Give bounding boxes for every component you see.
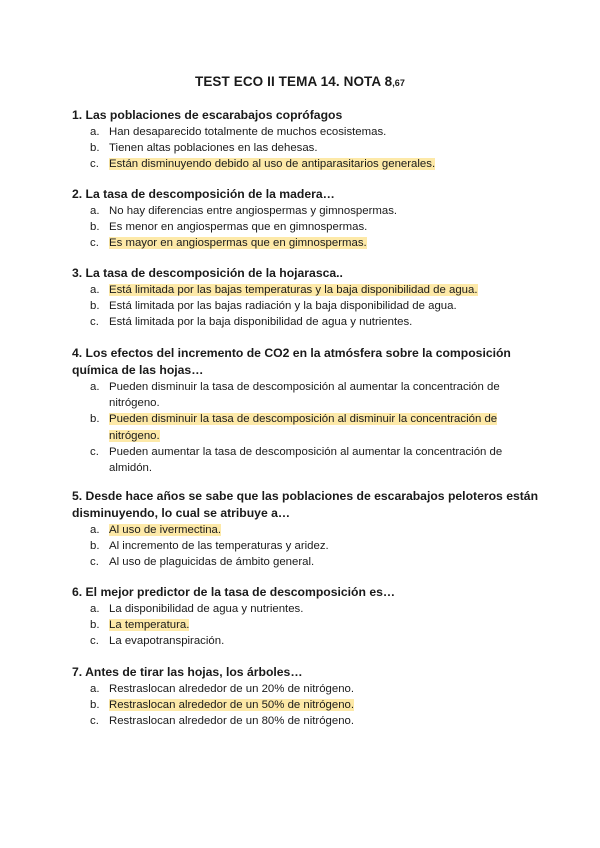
highlighted-answer: Restraslocan alrededor de un 50% de nitrógeno. [109,699,355,712]
option-text: No hay diferencias entre angiospermas y gimnospermas. [109,205,398,217]
highlighted-answer: Pueden disminuir la tasa de descomposición al disminuir la concentración de nitrógeno. [109,413,498,442]
question-2 [72,186,542,252]
option-text: Es menor en angiospermas que en gimnospermas. [109,221,368,234]
option-c-correct: c. Están disminuyendo debido al uso de antiparasitarios generales. [90,158,436,171]
highlighted-answer: La temperatura. [109,619,190,632]
highlighted-answer: Es mayor en angiospermas que en gimnospermas. [109,237,367,250]
question-1 [72,107,542,173]
option-text: Tienen altas poblaciones en las dehesas. [109,142,318,155]
question-6-text: 6. El mejor predictor de la tasa de descomposición es… [72,585,396,599]
question-3-options [72,282,542,331]
option-a-correct: a. Está limitada por las bajas temperaturas y la baja disponibilidad de agua. [90,284,478,296]
option-b: b. Al incremento de las temperaturas y aridez. [90,540,329,553]
option-text: Han desaparecido totalmente de muchos ecosistemas. [109,126,387,138]
option-a: a. Han desaparecido totalmente de muchos ecosistemas. [90,126,387,138]
highlighted-answer: Están disminuyendo debido al uso de antiparasitarios generales. [109,158,436,171]
option-c: c. Al uso de plaguicidas de ámbito general. [90,556,315,569]
option-text: Pueden disminuir la tasa de descomposición al aumentar la concentración de nitrógeno. [109,381,500,410]
question-5 [72,488,542,571]
option-c: c. La evapotranspiración. [90,635,225,648]
option-b: b. Es menor en angiospermas que en gimnospermas. [90,221,368,234]
option-b-correct: b. Pueden disminuir la tasa de descomposición al disminuir la concentración de nitrógeno. [90,413,498,442]
question-7 [72,664,542,730]
option-text: Pueden aumentar la tasa de descomposición al aumentar la concentración de almidón. [109,445,503,475]
question-1-options [72,124,542,173]
option-a: a. No hay diferencias entre angiospermas y gimnospermas. [90,205,398,217]
option-text: La evapotranspiración. [109,635,225,648]
option-text: Está limitada por las bajas radiación y la baja disponibilidad de agua. [109,300,457,313]
option-b-correct: b. Restraslocan alrededor de un 50% de nitrógeno. [90,699,355,712]
question-2-options [72,203,542,252]
question-7-options [72,681,542,730]
question-4 [72,345,542,476]
option-a-correct: a. Al uso de ivermectina. [90,524,222,536]
option-a: a. Pueden disminuir la tasa de descomposición al aumentar la concentración de nitrógeno. [90,381,500,410]
option-a: a. Restraslocan alrededor de un 20% de nitrógeno. [90,683,355,695]
page-title [0,74,600,89]
question-7-text: 7. Antes de tirar las hojas, los árboles… [72,665,303,679]
option-a: a. La disponibilidad de agua y nutrientes. [90,603,304,615]
highlighted-answer: Está limitada por las bajas temperaturas y la baja disponibilidad de agua. [109,284,478,296]
question-5-text: 5. Desde hace años se sabe que las poblaciones de escarabajos peloteros están disminuyendo, lo cual se atribuye a… [72,489,539,520]
option-text: La disponibilidad de agua y nutrientes. [109,603,304,615]
question-2-text: 2. La tasa de descomposición de la madera… [72,187,335,201]
question-5-options [72,522,542,571]
question-3-text: 3. La tasa de descomposición de la hojarasca.. [72,266,343,280]
option-text: Restraslocan alrededor de un 80% de nitrógeno. [109,715,355,728]
highlighted-answer: Al uso de ivermectina. [109,524,222,536]
title-main: TEST ECO II TEMA 14. NOTA 8 [194,74,393,89]
option-c: c. Está limitada por la baja disponibilidad de agua y nutrientes. [90,316,413,329]
option-text: Restraslocan alrededor de un 20% de nitrógeno. [109,683,355,695]
option-text: Al uso de plaguicidas de ámbito general. [109,556,315,569]
title-grade-decimals: ,67 [392,78,406,88]
option-c-correct: c. Es mayor en angiospermas que en gimnospermas. [90,237,367,250]
option-b: b. Tienen altas poblaciones en las dehesas. [90,142,318,155]
option-b-correct: b. La temperatura. [90,619,190,632]
option-c: c. Pueden aumentar la tasa de descomposición al aumentar la concentración de almidón. [90,445,503,475]
question-1-text: 1. Las poblaciones de escarabajos coprófagos [72,108,343,122]
question-3 [72,265,542,331]
option-c: c. Restraslocan alrededor de un 80% de nitrógeno. [90,715,355,728]
question-6-options [72,601,542,650]
option-text: Al incremento de las temperaturas y aridez. [109,540,329,553]
option-b: b. Está limitada por las bajas radiación y la baja disponibilidad de agua. [90,300,457,313]
option-text: Está limitada por la baja disponibilidad de agua y nutrientes. [109,316,413,329]
question-4-options [72,379,542,476]
question-4-text: 4. Los efectos del incremento de CO2 en la atmósfera sobre la composición química de las hojas… [72,346,511,377]
question-6 [72,584,542,650]
